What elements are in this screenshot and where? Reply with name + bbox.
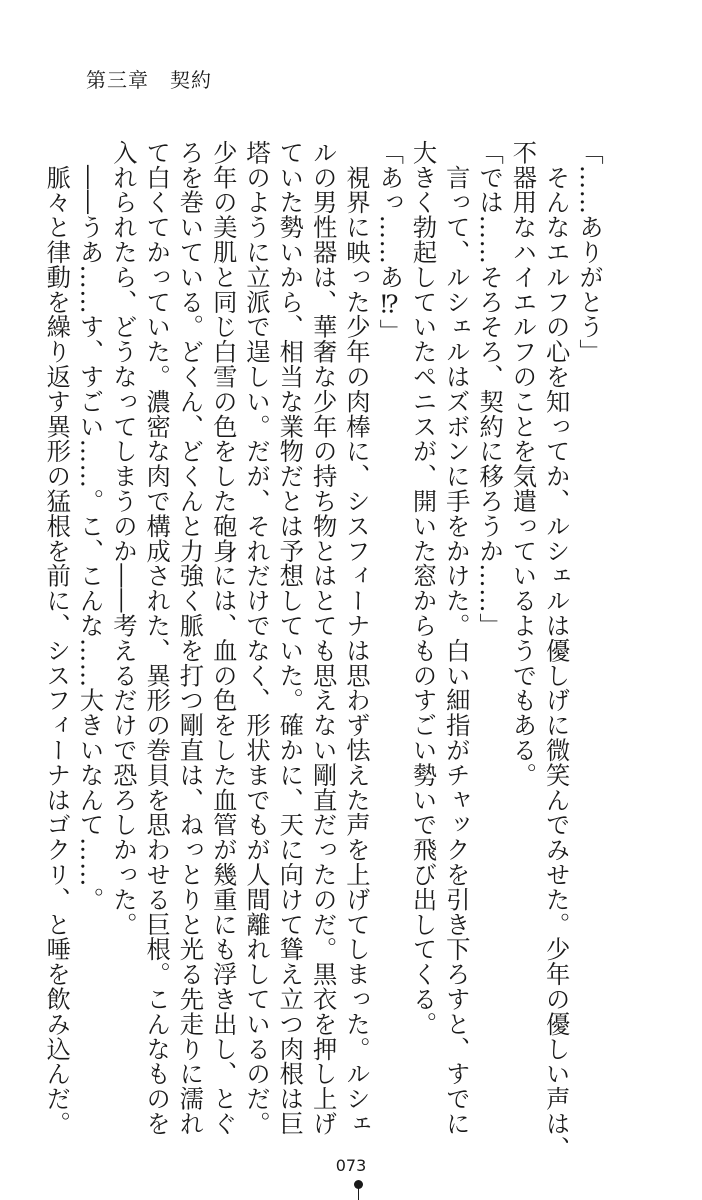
text-line: て白くてかっていた。濃密な肉で構成された、異形の巻貝を思わせる巨根。こんなものを [142, 140, 172, 1136]
text-line: ルの男性器は、華奢な少年の持ち物とはとても思えない剛直だったのだ。黒衣を押し上げ [308, 140, 338, 1136]
text-line: 「……ありがとう」 [575, 140, 604, 365]
text-line: 塔のように立派で逞しい。だが、それだけでなく、形状までもが人間離れしているのだ。 [242, 140, 272, 1136]
chapter-header: 第三章 契約 [86, 68, 212, 92]
text-line: 視界に映った少年の肉棒に、シスフィーナは思わず怯えた声を上げてしまった。ルシェ [341, 140, 371, 1136]
text-line: 大きく勃起していたペニスが、開いた窓からものすごい勢いで飛び出してくる。 [408, 140, 438, 1037]
text-line: ていた勢いから、相当な業物だとは予想していた。確かに、天に向けて聳え立つ肉根は巨 [275, 140, 305, 1136]
text-line: 不器用なハイエルフのことを気遣っているようでもある。 [508, 140, 538, 788]
text-line: 脈々と律動を繰り返す異形の猛根を前に、シスフィーナはゴクリ、と唾を飲み込んだ。 [42, 140, 72, 1136]
text-line: 入れられたら、どうなってしまうのか――考えるだけで恐ろしかった。 [108, 140, 138, 937]
text-line: 「あっ……あ⁉」 [375, 140, 405, 344]
text-line: 言って、ルシェルはズボンに手をかけた。白い細指がチャックを引き下ろすと、すでに [441, 140, 471, 1136]
text-line: 少年の美肌と同じ白雪の色をした砲身には、血の色をした血管が幾重にも浮き出し、とぐ [208, 140, 238, 1136]
text-line: そんなエルフの心を知ってか、ルシェルは優しげに微笑んでみせた。少年の優しい声は、 [541, 140, 571, 1161]
body-text [40, 140, 606, 1161]
page-number: 073 [335, 1156, 367, 1175]
text-line: 「では……そろそろ、契約に移ろうか……」 [475, 140, 505, 638]
page-marker-line [358, 1188, 359, 1200]
text-line: ろを巻いている。どくん、どくんと力強く脈を打つ剛直は、ねっとりと光る先走りに濡れ [175, 140, 205, 1136]
text-line: ――うあ……す、すごい……。こ、こんな……大きいなんて……。 [75, 140, 105, 912]
